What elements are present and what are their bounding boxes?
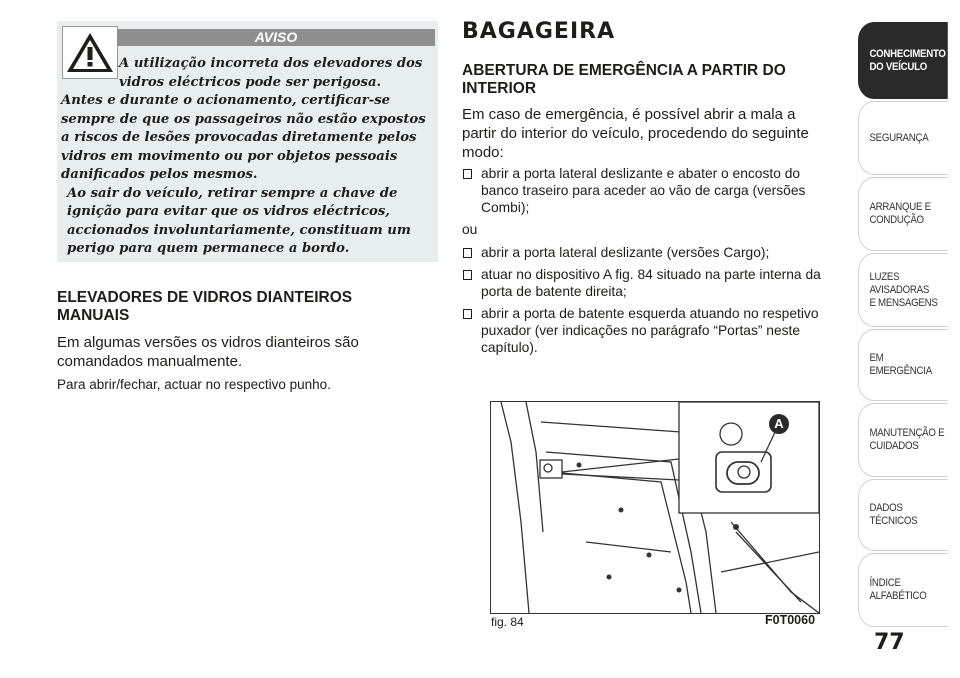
tab-em-emergencia[interactable]: EM EMERGÊNCIA bbox=[858, 329, 948, 401]
figure-marker-label: A bbox=[774, 416, 784, 431]
figure-caption: fig. 84 bbox=[491, 615, 524, 629]
tab-conhecimento-do-veiculo[interactable]: CONHECIMENTO DO VEÍCULO bbox=[858, 22, 948, 99]
warning-box bbox=[57, 21, 438, 262]
list-item: abrir a porta lateral deslizante (versões Cargo); bbox=[462, 244, 832, 261]
checkbox-bullet-icon bbox=[463, 309, 472, 319]
list-item: abrir a porta de batente esquerda atuando no respetivo puxador (ver indicações no parágrafo “Portas” neste capítulo). bbox=[462, 305, 832, 356]
tab-manutencao-e-cuidados[interactable]: MANUTENÇÃO E CUIDADOS bbox=[858, 403, 948, 477]
paragraph-intro: Em caso de emergência, é possível abrir a mala a partir do interior do veículo, procedendo do seguinte modo: bbox=[462, 106, 809, 161]
procedure-list bbox=[462, 165, 832, 361]
checkbox-bullet-icon bbox=[463, 270, 472, 280]
list-item: atuar no dispositivo A fig. 84 situado na parte interna da porta de batente direita; bbox=[462, 266, 832, 300]
page-title: BAGAGEIRA bbox=[462, 19, 616, 44]
figure-door-illustration bbox=[490, 401, 820, 614]
checkbox-bullet-icon bbox=[463, 248, 472, 258]
tab-seguranca[interactable]: SEGURANÇA bbox=[858, 101, 948, 175]
checkbox-bullet-icon bbox=[463, 169, 472, 179]
tab-arranque-e-conducao[interactable]: ARRANQUE E CONDUÇÃO bbox=[858, 177, 948, 251]
warning-line-2: Antes e durante o acionamento, certificar-se sempre de que os passageiros não estão expostos a riscos de lesões provocadas diretamente pelos vidros em movimento ou por objetos pessoais danificados pelos mesmos. bbox=[61, 93, 426, 182]
page-number: 77 bbox=[874, 630, 905, 655]
tab-luzes-avisadoras[interactable]: LUZES AVISADORAS E MENSAGENS bbox=[858, 253, 948, 327]
section-heading-windows: ELEVADORES DE VIDROS DIANTEIROS MANUAIS bbox=[57, 289, 353, 324]
tab-indice-alfabetico[interactable]: ÍNDICE ALFABÉTICO bbox=[858, 553, 948, 627]
tab-dados-tecnicos[interactable]: DADOS TÉCNICOS bbox=[858, 479, 948, 551]
warning-line-1: A utilização incorreta dos elevadores dos vidros eléctricos pode ser perigosa. bbox=[119, 56, 423, 90]
figure-code: F0T0060 bbox=[765, 613, 816, 627]
section-heading-emergency: ABERTURA DE EMERGÊNCIA A PARTIR DO INTERIOR bbox=[462, 62, 786, 97]
paragraph-windows-note: Para abrir/fechar, actuar no respectivo punho. bbox=[57, 377, 331, 392]
warning-label: AVISO bbox=[117, 29, 435, 46]
warning-line-3: Ao sair do veículo, retirar sempre a chave de ignição para evitar que os vidros eléctricos, accionados involuntariamente, constituam um perigo para quem permanece a bordo. bbox=[67, 185, 411, 256]
list-item: abrir a porta lateral deslizante e abater o encosto do banco traseiro para aceder ao vão de carga (versões Combi); bbox=[462, 165, 832, 216]
paragraph-windows: Em algumas versões os vidros dianteiros são comandados manualmente. bbox=[57, 334, 359, 370]
list-separator: ou bbox=[462, 222, 478, 237]
